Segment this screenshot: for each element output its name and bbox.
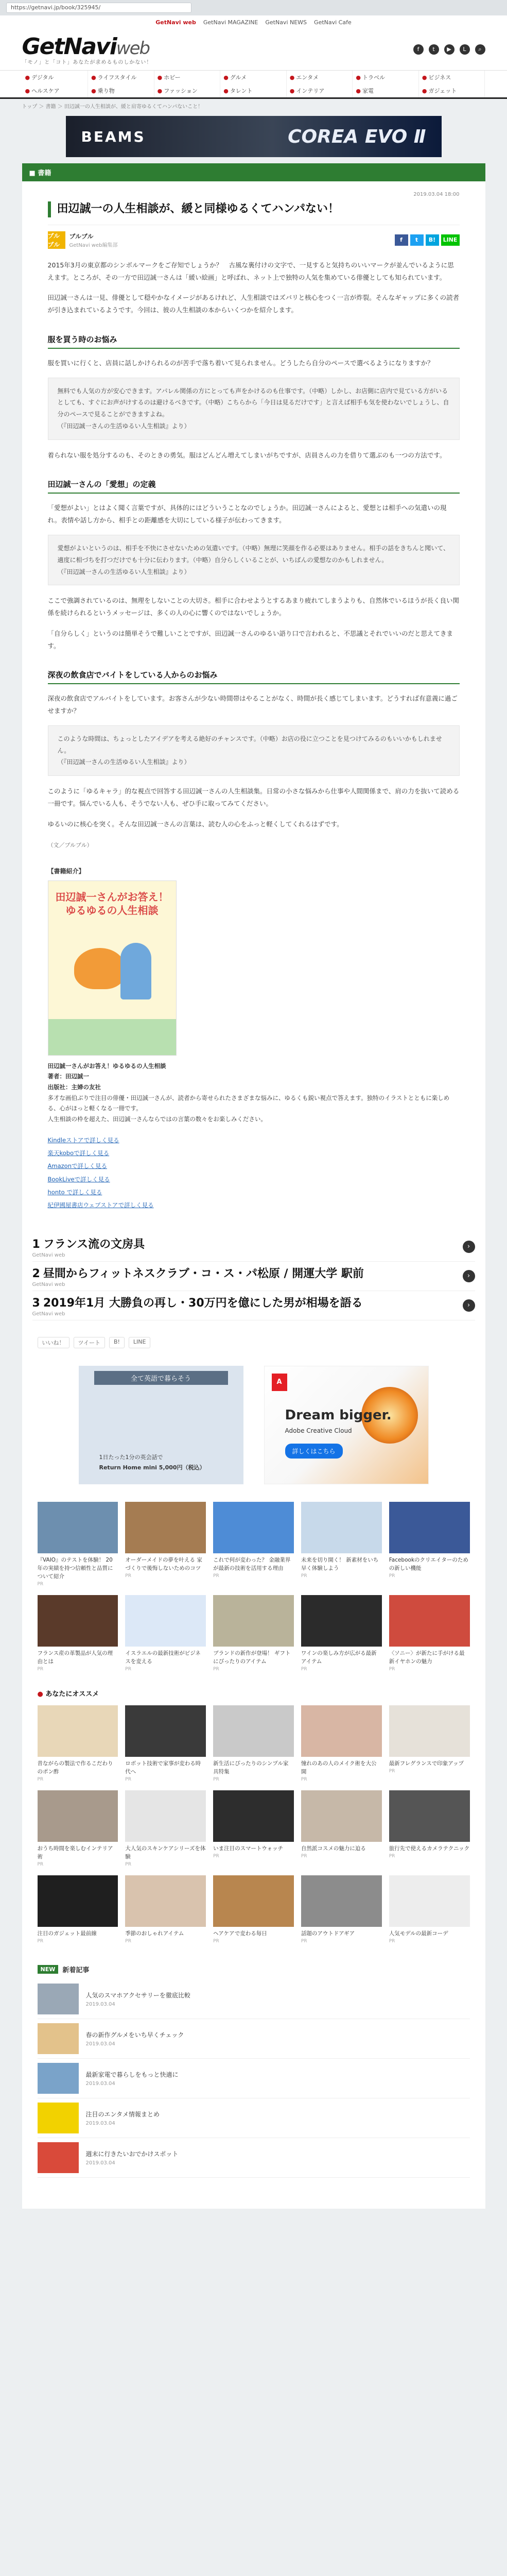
category-label: トラベル — [362, 74, 385, 81]
card-source: PR — [213, 1776, 219, 1782]
paragraph: 深夜の飲食店でアルバイトをしています。お客さんが少ない時間帯はやることがなく、時間が長く感じてしまいます。どうすれば有意義に過ごせますか？ — [47, 694, 458, 715]
main-content — [22, 163, 485, 2209]
article-card[interactable] — [125, 1502, 206, 1588]
paragraph: 「自分らしく」というのは簡単そうで難しいことですが、田辺誠一さんのゆるい語り口で言われると、不思議とそれでいいのだと思えてきます。 — [47, 629, 453, 650]
section-heading: 田辺誠一さんの「愛想」の定義 — [48, 479, 460, 494]
card-text: これで何が変わった？ 金融業界が最新の技術を活用する理由 — [213, 1557, 291, 1572]
section-heading: 深夜の飲食店でバイトをしている人からのお悩み — [48, 669, 460, 684]
card-text: 旅行先で使えるカメラテクニック — [389, 1845, 470, 1852]
article-card[interactable] — [213, 1705, 294, 1783]
category-nav — [0, 70, 507, 99]
new-article-thumbnail — [38, 1984, 79, 2014]
card-source: PR — [125, 1776, 131, 1782]
paragraph: 田辺誠一さんは一見、俳優として穏やかなイメージがあるけれど、人生相談ではズバリと核心をつく一言が炸裂。そんなギャップに多くの読者が引き込まれているようです。今回は、彼の人生相談の本からいくつかを紹介します。 — [47, 294, 460, 314]
article-card[interactable] — [125, 1595, 206, 1673]
article-date: 2019.03.04 18:00 — [413, 192, 460, 197]
card-text: オーダーメイドの夢を叶える 家づくりで後悔しないためのコツ — [125, 1557, 202, 1572]
ranking-item[interactable] — [32, 1262, 475, 1291]
site-logo[interactable] — [22, 33, 152, 65]
facebook-icon[interactable]: f — [413, 44, 424, 55]
article-card[interactable] — [389, 1790, 470, 1868]
book-cover[interactable] — [48, 880, 177, 1056]
category-label: インテリア — [296, 88, 325, 94]
card-thumbnail — [301, 1502, 382, 1553]
book-store-link[interactable]: 楽天koboで詳しく見る — [47, 1149, 110, 1157]
author-name[interactable]: ブルブル — [69, 232, 94, 240]
category-item[interactable] — [22, 84, 89, 97]
ad-english[interactable] — [79, 1366, 243, 1484]
card-thumbnail — [38, 1705, 118, 1757]
chevron-right-icon[interactable]: › — [463, 1241, 475, 1253]
article-card[interactable] — [125, 1790, 206, 1868]
rank-number: 2 — [32, 1267, 40, 1281]
new-article-thumbnail — [38, 2023, 79, 2054]
new-article-date: 2019.03.04 — [85, 2002, 115, 2008]
book-desc: 人生相談の枠を超えた、田辺誠一さんならではの言葉の数々をお楽しみください。 — [47, 1115, 267, 1123]
card-text: ブランドの新作が登場！ ギフトにぴったりのアイテム — [213, 1650, 291, 1665]
book-store-link[interactable]: Amazonで詳しく見る — [47, 1162, 107, 1170]
card-source: PR — [389, 1768, 395, 1774]
bullet-icon: ● — [223, 88, 229, 94]
ad-sub: 1日たった1分の英会話で — [99, 1454, 163, 1461]
search-icon[interactable]: ⌕ — [475, 44, 485, 55]
book-links — [48, 1134, 460, 1212]
new-article-date: 2019.03.04 — [85, 2041, 115, 2047]
category-label: 乗り物 — [97, 88, 115, 94]
book-store-link[interactable]: 紀伊國屋書店ウェブストアで詳しく見る — [47, 1201, 154, 1209]
card-source: PR — [37, 1938, 44, 1944]
card-source: PR — [37, 1776, 44, 1782]
rank-text: フランス流の文房具 — [43, 1238, 145, 1251]
article-title: 田辺誠一の人生相談が、緩と同様ゆるくてハンパない！ — [57, 202, 339, 215]
category-item[interactable] — [419, 71, 485, 84]
header-main — [22, 29, 485, 70]
topnav-item[interactable]: GetNavi Cafe — [314, 19, 352, 26]
book-publisher: 出版社：主婦の友社 — [47, 1083, 101, 1091]
share-facebook-button[interactable]: f — [395, 234, 408, 246]
article-card[interactable] — [125, 1705, 206, 1783]
book-cover-title: 田辺誠一さんがお答え！ゆるゆるの人生相談 — [55, 890, 169, 917]
ad-sub: Adobe Creative Cloud — [285, 1427, 352, 1435]
bullet-icon: ● — [356, 74, 361, 81]
ad-adobe[interactable] — [264, 1366, 429, 1484]
new-article-thumbnail — [38, 2103, 79, 2133]
article-card[interactable] — [389, 1502, 470, 1588]
category-item[interactable] — [22, 71, 89, 84]
avatar: ブルブル — [48, 231, 65, 249]
article-card[interactable] — [213, 1595, 294, 1673]
header-icons — [413, 44, 485, 55]
ranking-item[interactable] — [32, 1232, 475, 1262]
category-item[interactable] — [88, 84, 154, 97]
new-article-item[interactable] — [38, 2059, 470, 2098]
logo-sub: 「モノ」と「コト」あなたが求めるものしかない！ — [22, 60, 152, 65]
article-card[interactable] — [301, 1790, 382, 1868]
share-hatena-button[interactable]: B! — [426, 234, 439, 246]
youtube-icon[interactable]: ▶ — [444, 44, 454, 55]
card-text: Facebookのクリエイターのための新しい機能 — [389, 1557, 468, 1572]
cover-ground — [48, 1019, 176, 1055]
card-thumbnail — [301, 1595, 382, 1647]
card-thumbnail — [38, 1595, 118, 1647]
category-label: ヘルスケア — [31, 88, 60, 94]
category-item[interactable] — [220, 84, 287, 97]
card-thumbnail — [125, 1790, 206, 1842]
category-item[interactable] — [220, 71, 287, 84]
new-article-date: 2019.03.04 — [85, 2160, 115, 2166]
paragraph: ゆるいのに核心を突く。そんな田辺誠一さんの言葉は、読む人の心をふっと軽くしてくれるはずです。 — [47, 820, 343, 828]
rank-text: 2019年1月 大勝負の再し・30万円を億にした男が相場を語る — [43, 1297, 363, 1310]
new-article-title: 最新家電で暮らしをもっと快適に — [85, 2071, 179, 2079]
twitter-icon[interactable]: t — [429, 44, 439, 55]
new-article-thumbnail — [38, 2142, 79, 2173]
quote-source: （『田辺誠一さんの生活ゆるい人生相談』より） — [57, 422, 190, 430]
card-thumbnail — [301, 1875, 382, 1927]
card-thumbnail — [213, 1790, 294, 1842]
card-source: PR — [301, 1666, 307, 1672]
site-header — [0, 15, 507, 99]
card-source: PR — [389, 1938, 395, 1944]
new-article-text — [86, 2110, 160, 2126]
book-info — [48, 1061, 460, 1125]
card-thumbnail — [38, 1875, 118, 1927]
ranking-meta: GetNavi web — [32, 1252, 65, 1259]
article-card[interactable] — [301, 1502, 382, 1588]
card-source: PR — [37, 1666, 44, 1672]
new-article-item[interactable] — [38, 2019, 470, 2059]
card-source: PR — [125, 1861, 131, 1867]
book-store-link[interactable]: honto で詳しく見る — [47, 1188, 102, 1196]
bullet-icon: ● — [356, 88, 361, 94]
quote-box — [48, 725, 460, 776]
card-text: フランス産の革製品が人気の理由とは — [37, 1650, 113, 1665]
card-thumbnail — [213, 1502, 294, 1553]
ad-sub: Return Home mini 5,000円（税込） — [99, 1464, 205, 1471]
article — [22, 181, 485, 1227]
footer — [22, 2178, 485, 2209]
category-item[interactable] — [353, 84, 419, 97]
card-source: PR — [213, 1666, 219, 1672]
card-text: 最新フレグランスで印象アップ — [389, 1760, 464, 1767]
card-source: PR — [389, 1573, 395, 1579]
share-buttons — [395, 234, 460, 246]
new-article-date: 2019.03.04 — [85, 2081, 115, 2087]
book-title: 田辺誠一さんがお答え！ゆるゆるの人生相談 — [47, 1062, 166, 1070]
card-thumbnail — [389, 1790, 470, 1842]
ads-row — [22, 1355, 485, 1495]
card-source: PR — [301, 1573, 307, 1579]
new-article-title: 人気のスマホアクセサリーを徹底比較 — [85, 1992, 190, 1999]
article-card[interactable] — [213, 1875, 294, 1945]
category-item[interactable] — [287, 84, 353, 97]
new-articles-heading: NEW 新着記事 — [22, 1952, 485, 1979]
category-label: ビジネス — [428, 74, 451, 81]
paragraph: 服を買いに行くと、店員に話しかけられるのが苦手で落ち着いて見られません。どうしたら自分のペースで選べるようになりますか？ — [47, 359, 434, 367]
category-label: デジタル — [31, 74, 54, 81]
card-text: イスラエルの最新技術がビジネスを変える — [125, 1650, 201, 1665]
card-text: 自然派コスメの魅力に迫る — [301, 1845, 366, 1852]
book-desc: 多才な画伯ぶりで注目の俳優・田辺誠一さんが、読者から寄せられたさまざまな悩みに、ゆるくも鋭い視点で答えます。独特のイラストとともに楽しめる、心がほっと軽くなる一冊です。 — [47, 1094, 450, 1112]
bullet-icon: ● — [91, 88, 96, 94]
card-source: PR — [389, 1666, 395, 1672]
article-card[interactable] — [38, 1595, 118, 1673]
card-source: PR — [37, 1581, 44, 1587]
bullet-icon: ● — [91, 74, 96, 81]
card-thumbnail — [389, 1705, 470, 1757]
article-card[interactable] — [301, 1595, 382, 1673]
bullet-icon: ● — [157, 74, 163, 81]
share-twitter-button[interactable]: t — [410, 234, 424, 246]
new-article-text — [86, 2070, 179, 2087]
category-item[interactable] — [88, 71, 154, 84]
new-article-title: 週末に行きたいおでかけスポット — [85, 2150, 179, 2158]
article-card[interactable] — [38, 1502, 118, 1588]
new-article-item[interactable] — [38, 2098, 470, 2138]
bullet-icon: ● — [289, 88, 295, 94]
category-label: ホビー — [164, 74, 181, 81]
line-button[interactable]: LINE — [129, 1337, 151, 1348]
recommend-card-grid — [22, 1698, 485, 1952]
recommend-heading: ● あなたにオススメ — [37, 1690, 99, 1699]
new-article-title: 注目のエンタメ情報まとめ — [85, 2111, 160, 2119]
social-bar — [22, 1330, 485, 1355]
card-text: いま注目のスマートウォッチ — [213, 1845, 283, 1852]
bullet-icon: ● — [25, 74, 30, 81]
bullet-icon: ● — [157, 88, 163, 94]
topnav-item[interactable]: GetNavi web — [155, 19, 196, 26]
card-thumbnail — [389, 1595, 470, 1647]
chevron-right-icon[interactable]: › — [463, 1270, 475, 1282]
article-card[interactable] — [389, 1705, 470, 1783]
credit: （文／ブルブル） — [47, 841, 93, 849]
article-card[interactable] — [389, 1595, 470, 1673]
card-text: ヘアケアで変わる毎日 — [213, 1930, 267, 1937]
bullet-icon: ● — [25, 88, 30, 94]
like-button[interactable]: いいね！ — [38, 1337, 69, 1348]
ad-title: Dream bigger. — [285, 1408, 392, 1423]
article-card[interactable] — [38, 1875, 118, 1945]
new-article-text — [86, 2149, 179, 2166]
card-text: 〈ソニー〉が新たに手がける最新イヤホンの魅力 — [389, 1650, 465, 1665]
logo-main: GetNavi — [22, 33, 116, 60]
ranking-title — [32, 1265, 364, 1281]
card-text: ロボット技術で家事が変わる時代へ — [125, 1760, 201, 1775]
article-card[interactable] — [125, 1875, 206, 1945]
card-source: PR — [389, 1853, 395, 1859]
book-store-link[interactable]: Kindleストアで詳しく見る — [47, 1136, 119, 1144]
card-source: PR — [213, 1853, 219, 1859]
rank-text: 昼間からフィットネスクラブ・コ・ス・パ松原 / 開運大学 駅前 — [43, 1267, 364, 1281]
ranking-title — [32, 1235, 145, 1251]
quote-text: 愛想がよいというのは、相手を不快にさせないための気遣いです。（中略）無理に笑顔を作る必要はありません。相手の話をきちんと聞いて、適度に相づちを打つだけでも十分に伝わります。（中略）自分らしくいることが、いちばんの愛想なのかもしれません。 — [57, 544, 450, 564]
new-article-item[interactable] — [38, 1979, 470, 2019]
card-text: 憧れのあの人のメイク術を大公開 — [301, 1760, 377, 1775]
card-text: 『VAIO』のテストを体験！ 20年の実績を持つ信頼性と品質について紹介 — [37, 1557, 113, 1580]
card-text: おうち時間を楽しむインテリア術 — [37, 1845, 113, 1860]
article-card[interactable] — [301, 1705, 382, 1783]
cat-illustration-icon — [74, 948, 126, 989]
quote-box — [48, 378, 460, 440]
pr-card-grid — [22, 1495, 485, 1680]
card-source: PR — [213, 1573, 219, 1579]
card-thumbnail — [125, 1705, 206, 1757]
ranking — [22, 1227, 485, 1330]
card-thumbnail — [389, 1875, 470, 1927]
card-source: PR — [301, 1776, 307, 1782]
quote-text: このような時間は、ちょっとしたアイデアを考える絶好のチャンスです。（中略）お店の役に立つことを見つけてみるのもいいかもしれません。 — [57, 735, 442, 754]
tweet-button[interactable]: ツイート — [74, 1337, 105, 1348]
card-thumbnail — [125, 1875, 206, 1927]
article-card[interactable] — [213, 1790, 294, 1868]
card-source: PR — [301, 1938, 307, 1944]
line-icon[interactable]: L — [460, 44, 470, 55]
quote-source: （『田辺誠一さんの生活ゆるい人生相談』より） — [57, 568, 190, 575]
category-label: エンタメ — [296, 74, 319, 81]
rank-number: 1 — [32, 1238, 40, 1251]
banner-left-text: BEAMS — [81, 128, 146, 145]
card-source: PR — [37, 1861, 44, 1867]
category-label: タレント — [230, 88, 253, 94]
card-text: 昔ながらの製法で作るこだわりのポン酢 — [37, 1760, 113, 1775]
browser-bar — [0, 0, 507, 15]
category-label: ガジェット — [428, 88, 457, 94]
card-thumbnail — [389, 1502, 470, 1553]
paragraph: 着られない服を処分するのも、そのときの勇気。服はどんどん増えてしまいがちですが、店員さんの力を借りて選ぶのも一つの方法です。 — [47, 451, 446, 459]
card-thumbnail — [213, 1595, 294, 1647]
card-text: ワインの楽しみ方が広がる最新アイテム — [301, 1650, 377, 1665]
article-card[interactable] — [213, 1502, 294, 1588]
share-line-button[interactable]: LINE — [441, 234, 460, 246]
topnav-item[interactable]: GetNavi NEWS — [265, 19, 307, 26]
category-item[interactable] — [154, 84, 221, 97]
author-row — [48, 225, 460, 249]
bullet-icon: ● — [422, 74, 427, 81]
person-illustration-icon — [120, 943, 151, 999]
author-sub: GetNavi web編集部 — [69, 242, 118, 248]
article-card[interactable] — [38, 1790, 118, 1868]
card-thumbnail — [301, 1705, 382, 1757]
ranking-meta: GetNavi web — [32, 1311, 65, 1317]
top-banner-ad[interactable] — [66, 116, 442, 157]
quote-text: 無料でも人気の方が安心できます。アパレル関係の方にとっても声をかけるのも仕事です。（中略）しかし、お店側に店内で見ている方がいるとしても、すぐにお声がけするのは避けるべきです。（中略）こちらから「今日は見るだけです」と言えば相手も気を使わないでしょうし、自分のペースで見ることができますよね。 — [57, 387, 449, 418]
category-item[interactable] — [287, 71, 353, 84]
paragraph: ここで強調されているのは、無理をしないことの大切さ。相手に合わせようとするあまり疲れてしまうよりも、自然体でいるほうが長く良い関係を続けられるというメッセージは、多くの人の心に響くのではないでしょうか。 — [47, 597, 460, 617]
card-thumbnail — [213, 1875, 294, 1927]
paragraph: 「愛想がよい」とはよく聞く言葉ですが、具体的にはどういうことなのでしょうか。田辺誠一さんによると、愛想とは相手への気遣いの現れ。表情や話し方から、相手との距離感を大切にしている様子が伝わってきます。 — [47, 504, 447, 524]
card-source: PR — [125, 1938, 131, 1944]
paragraph: 2015年3月の東京都のシンボルマークをご存知でしょうか？ 古風な裏付けの文字で、一見すると気持ちのいいマークが並んでいるように思えます。ところが、その一方で田辺誠一さんは「緩い絵画」と呼ばれ、ネット上で独特の人気を集めている俳優としても知られています。 — [47, 261, 454, 281]
card-text: 季節のおしゃれアイテム — [125, 1930, 184, 1937]
category-label: 家電 — [362, 88, 374, 94]
article-card[interactable] — [389, 1875, 470, 1945]
section-label: ■ 書籍 — [22, 163, 485, 181]
quote-box — [48, 535, 460, 585]
new-articles-list — [22, 1979, 485, 2178]
ad-caption: 全て英語で暮らそう — [94, 1371, 228, 1385]
card-source: PR — [125, 1573, 131, 1579]
card-source: PR — [301, 1853, 307, 1859]
card-text: 新生活にぴったりのシンプル家具特集 — [213, 1760, 289, 1775]
book-section — [48, 867, 460, 1212]
new-article-item[interactable] — [38, 2138, 470, 2178]
category-item[interactable] — [419, 84, 485, 97]
category-label: ファッション — [164, 88, 198, 94]
ranking-meta: GetNavi web — [32, 1282, 65, 1288]
new-article-title: 春の新作グルメをいち早くチェック — [85, 2031, 184, 2039]
bullet-icon: ● — [289, 74, 295, 81]
ad-cta-button[interactable]: 詳しくはこちら — [285, 1444, 343, 1459]
new-article-date: 2019.03.04 — [85, 2121, 115, 2127]
article-card[interactable] — [38, 1705, 118, 1783]
chevron-right-icon[interactable]: › — [463, 1299, 475, 1312]
new-article-thumbnail — [38, 2063, 79, 2094]
breadcrumb: トップ ＞ 書籍 ＞ 田辺誠一の人生相談が、緩と肩寄ゆるくてハンパないこと！ — [22, 104, 203, 110]
book-author: 著者：田辺誠一 — [47, 1073, 89, 1080]
category-item[interactable] — [154, 71, 221, 84]
topnav-item[interactable]: GetNavi MAGAZINE — [203, 19, 258, 26]
category-item[interactable] — [353, 71, 419, 84]
quote-source: （『田辺誠一さんの生活ゆるい人生相談』より） — [57, 758, 190, 766]
paragraph: このように「ゆるキャラ」的な視点で回答する田辺誠一さんの人生相談集。日常の小さな悩みから仕事や人間関係まで、肩の力を抜いて読める一冊です。悩んでいる人も、そうでない人も、ぜひ手に取ってみてください。 — [47, 787, 460, 808]
card-thumbnail — [125, 1595, 206, 1647]
new-article-text — [86, 2030, 184, 2047]
card-text: 大人気のスキンケアシリーズを体験 — [125, 1845, 206, 1860]
top-nav — [0, 15, 507, 29]
new-article-text — [86, 1991, 190, 2007]
rank-number: 3 — [32, 1297, 40, 1310]
banner-right-text: COREA EVO Ⅱ — [288, 126, 426, 147]
logo-web: web — [116, 38, 150, 59]
card-thumbnail — [38, 1790, 118, 1842]
book-store-link[interactable]: BookLiveで詳しく見る — [47, 1175, 110, 1183]
card-text: 人気モデルの最新コーデ — [389, 1930, 448, 1937]
book-label: 【書籍紹介】 — [47, 867, 85, 875]
card-thumbnail — [301, 1790, 382, 1842]
ranking-item[interactable] — [32, 1291, 475, 1320]
bullet-icon: ● — [422, 88, 427, 94]
card-thumbnail — [38, 1502, 118, 1553]
card-source: PR — [213, 1938, 219, 1944]
card-text: 話題のアウトドアギア — [301, 1930, 355, 1937]
category-label: ライフスタイル — [97, 74, 137, 81]
section-heading: 服を買う時のお悩み — [48, 334, 460, 349]
card-text: 未来を切り開く！ 新素材をいち早く体験しよう — [301, 1557, 379, 1572]
card-thumbnail — [125, 1502, 206, 1553]
card-text: 注目のガジェット最前線 — [37, 1930, 97, 1937]
ranking-title — [32, 1294, 363, 1310]
adobe-logo-icon: A — [272, 1374, 287, 1391]
url-bar[interactable]: https://getnavi.jp/book/325945/ — [6, 3, 191, 13]
card-thumbnail — [213, 1705, 294, 1757]
category-label: グルメ — [230, 74, 247, 81]
card-source: PR — [125, 1666, 131, 1672]
bullet-icon: ● — [223, 74, 229, 81]
article-card[interactable] — [301, 1875, 382, 1945]
hatena-button[interactable]: B! — [109, 1337, 125, 1348]
